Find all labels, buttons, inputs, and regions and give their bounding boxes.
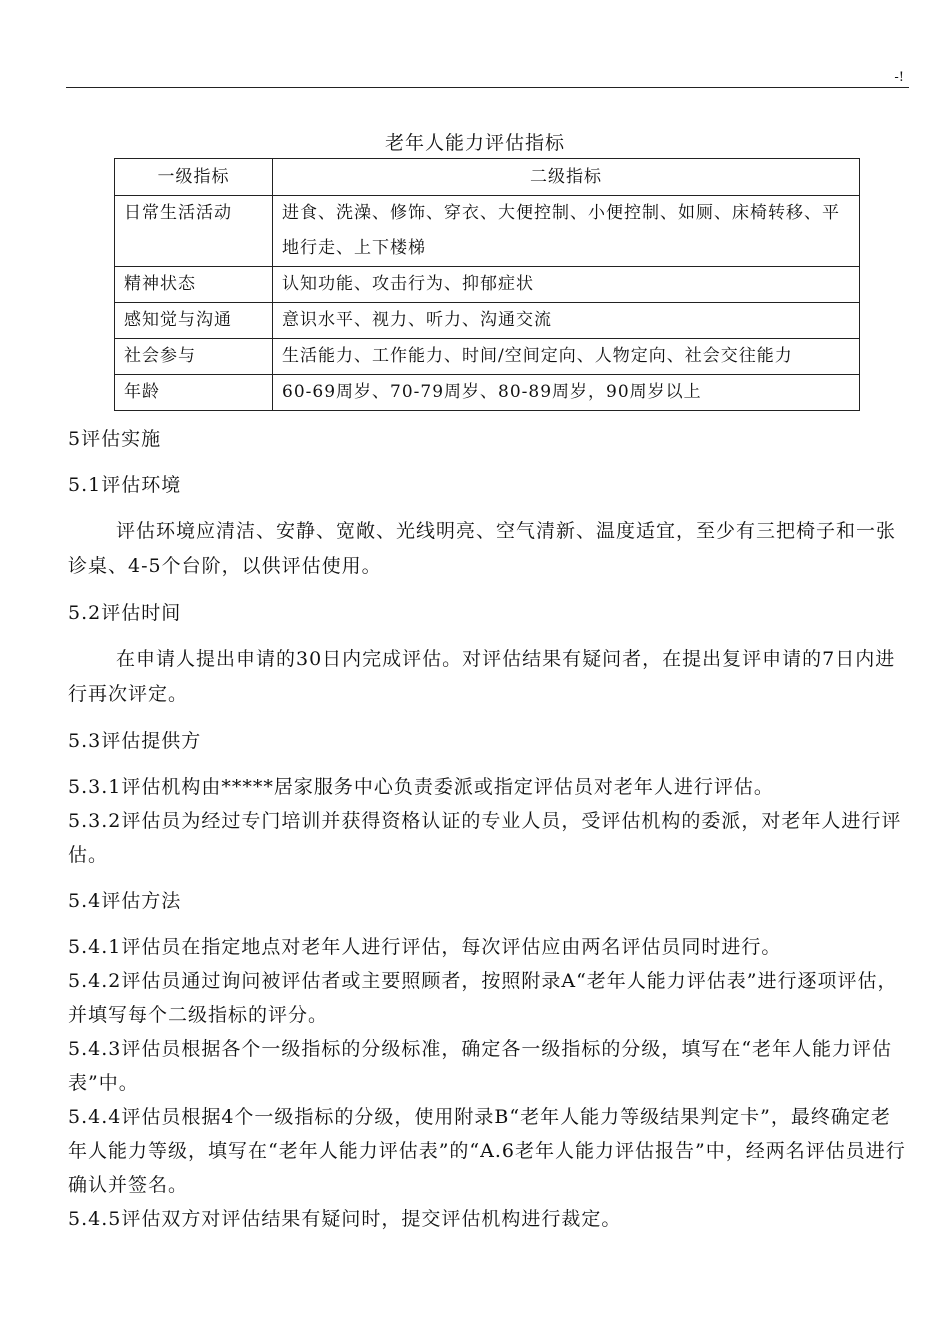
col-header-secondary: 二级指标 (273, 159, 860, 196)
clause-5-4-4: 5.4.4评估员根据4个一级指标的分级，使用附录B“老年人能力等级结果判定卡”，最终确定老年人能力等级，填写在“老年人能力评估表”的“A.6老年人能力评估报告”中，经两名评估员进行确认并签名。 (68, 1106, 906, 1196)
secondary-indicator-cell: 意识水平、视力、听力、沟通交流 (273, 303, 860, 339)
paragraph-5-1: 评估环境应清洁、安静、宽敞、光线明亮、空气清新、温度适宜，至少有三把椅子和一张诊桌、4-5个台阶，以供评估使用。 (68, 520, 897, 577)
clause-5-4-2: 5.4.2评估员通过询问被评估者或主要照顾者，按照附录A“老年人能力评估表”进行逐项评估，并填写每个二级指标的评分。 (68, 970, 898, 1026)
secondary-indicator-cell: 60-69周岁、70-79周岁、80-89周岁，90周岁以上 (273, 375, 860, 411)
clause-5-3-1: 5.3.1评估机构由*****居家服务中心负责委派或指定评估员对老年人进行评估。 (68, 776, 774, 798)
primary-indicator-cell: 感知觉与沟通 (115, 303, 273, 339)
primary-indicator-cell: 日常生活活动 (115, 196, 273, 267)
header-mark: -! (894, 70, 904, 85)
table-title: 老年人能力评估指标 (384, 132, 565, 154)
clause-5-4-1: 5.4.1评估员在指定地点对老年人进行评估，每次评估应由两名评估员同时进行。 (68, 936, 782, 958)
primary-indicator-cell: 精神状态 (115, 267, 273, 303)
header-rule (66, 87, 909, 88)
section-heading-5-3: 5.3评估提供方 (68, 730, 202, 752)
clause-5-4-5: 5.4.5评估双方对评估结果有疑问时，提交评估机构进行裁定。 (68, 1208, 622, 1230)
col-header-primary: 一级指标 (115, 159, 273, 196)
section-heading-5-1: 5.1评估环境 (68, 474, 182, 496)
table-row (115, 196, 860, 267)
secondary-indicator-cell: 进食、洗澡、修饰、穿衣、大便控制、小便控制、如厕、床椅转移、平地行走、上下楼梯 (273, 196, 860, 267)
secondary-indicator-cell: 生活能力、工作能力、时间/空间定向、人物定向、社会交往能力 (273, 339, 860, 375)
paragraph-5-2: 在申请人提出申请的30日内完成评估。对评估结果有疑问者，在提出复评申请的7日内进行再次评定。 (68, 648, 896, 705)
section-heading-5: 5评估实施 (68, 428, 162, 450)
table-row (115, 303, 860, 339)
primary-indicator-cell: 社会参与 (115, 339, 273, 375)
section-heading-5-4: 5.4评估方法 (68, 890, 182, 912)
indicator-table (114, 158, 860, 411)
section-heading-5-2: 5.2评估时间 (68, 602, 182, 624)
table-header-row (115, 159, 860, 196)
clause-5-4-3: 5.4.3评估员根据各个一级指标的分级标准，确定各一级指标的分级，填写在“老年人能力评估表”中。 (68, 1038, 893, 1094)
table-row (115, 267, 860, 303)
clause-5-3-2: 5.3.2评估员为经过专门培训并获得资格认证的专业人员，受评估机构的委派，对老年人进行评估。 (68, 810, 902, 866)
table-row (115, 375, 860, 411)
primary-indicator-cell: 年龄 (115, 375, 273, 411)
document-body (68, 422, 908, 1236)
table-row (115, 339, 860, 375)
secondary-indicator-cell: 认知功能、攻击行为、抑郁症状 (273, 267, 860, 303)
